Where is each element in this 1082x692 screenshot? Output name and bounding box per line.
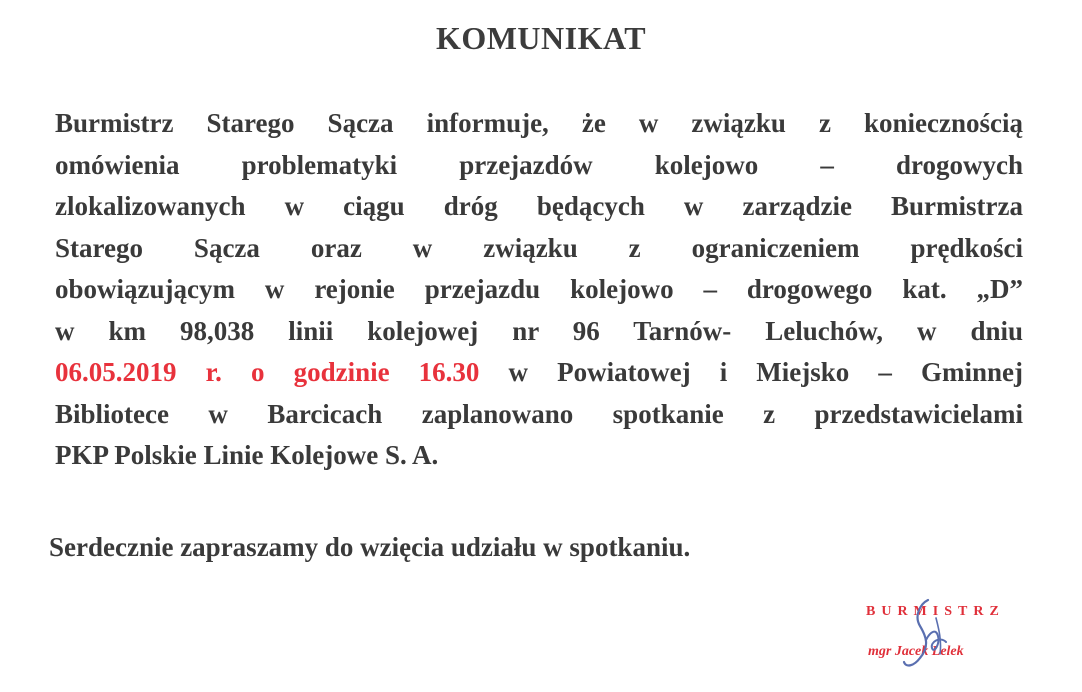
stamp-name: mgr Jacek Lelek xyxy=(868,644,964,659)
body-line-rest: w Powiatowej i Miejsko – Gminnej xyxy=(508,357,1023,387)
handwritten-signature-icon xyxy=(890,596,960,680)
meeting-date-highlight: 06.05.2019 r. o godzinie 16.30 xyxy=(55,357,480,387)
body-line: omówienia problematyki przejazdów kolejowo – drogowych xyxy=(55,149,1023,180)
stamp-title: BURMISTRZ xyxy=(866,604,1005,619)
body-line: w km 98,038 linii kolejowej nr 96 Tarnów- Leluchów, w dniu xyxy=(55,315,1023,346)
body-line: PKP Polskie Linie Kolejowe S. A. xyxy=(55,440,439,470)
document-title: KOMUNIKAT xyxy=(435,20,647,56)
body-line: Burmistrz Starego Sącza informuje, że w związku z koniecznością xyxy=(55,108,1023,138)
body-line: obowiązującym w rejonie przejazdu kolejowo – drogowego kat. „D” xyxy=(55,274,1023,304)
body-line: zlokalizowanych w ciągu dróg będących w zarządzie Burmistrza xyxy=(55,191,1023,221)
closing-invitation: Serdecznie zapraszamy do wzięcia udziału w spotkaniu. xyxy=(49,532,691,562)
signature-stamp xyxy=(846,596,1046,686)
body-line-with-date xyxy=(55,352,1023,394)
body-line: Bibliotece w Barcicach zaplanowano spotkanie z przedstawicielami xyxy=(55,398,1023,429)
body-line: Starego Sącza oraz w związku z ograniczeniem prędkości xyxy=(55,232,1023,263)
announcement-body xyxy=(55,103,1023,477)
